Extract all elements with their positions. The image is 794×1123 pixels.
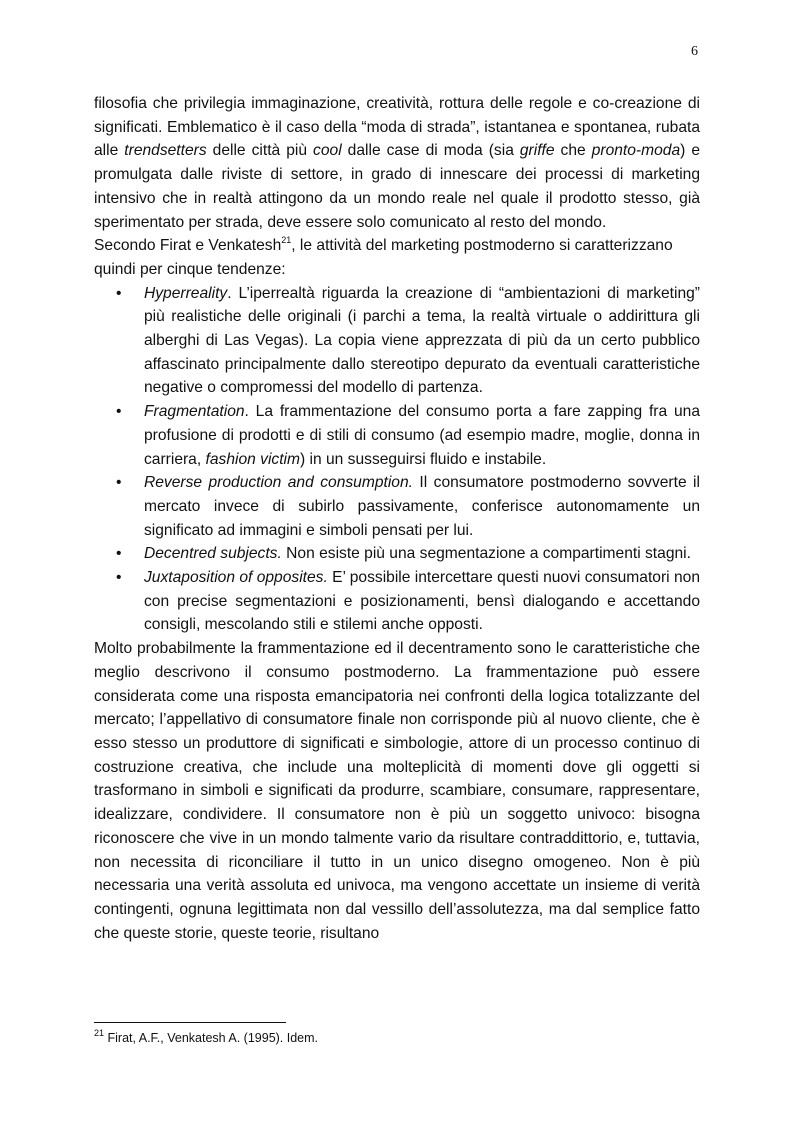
text-run: filosofia che privilegia immaginazione, creatività, rottura delle regole e co-creazione di significati. Emblematico è il caso della “moda di strada”, istantanea e spontanea, rubata alle: [94, 95, 700, 160]
list-item-hyperreality: [94, 282, 700, 401]
list-item-term: Juxtaposition of opposites.: [144, 569, 328, 587]
body-text: [94, 92, 700, 945]
text-run: , le attività del marketing postmoderno si caratterizzano quindi per cinque tendenze:: [94, 237, 673, 278]
text-run: che: [554, 142, 592, 160]
italic-term: trendsetters: [124, 142, 207, 160]
list-item-term: Hyperreality: [144, 284, 228, 302]
text-run: ) e promulgata dalle riviste di settore, in grado di innescare dei processi di marketing intensivo che in realtà attingono da un mondo reale nel quale il prodotto stesso, già sperimentato per strada, deve essere solo comunicato al resto del mondo.: [94, 142, 701, 231]
list-item-term: Fragmentation: [144, 403, 245, 421]
bullet-icon: •: [116, 545, 122, 563]
footnote-reference: 21: [281, 235, 292, 246]
footnote: [94, 1029, 318, 1047]
italic-term: griffe: [519, 142, 555, 160]
page-number: 6: [691, 44, 698, 59]
trends-list: [94, 282, 700, 638]
list-item-decentred-subjects: [94, 542, 700, 566]
italic-term: fashion victim: [205, 450, 300, 468]
list-item-text: Il consumatore postmoderno sovverte il mercato invece di subirlo passivamente, conferisce autonomamente un significato ad immagini e simboli pensati per lui.: [144, 474, 700, 539]
bullet-icon: •: [116, 474, 122, 492]
paragraph-frammentazione: Molto probabilmente la frammentazione ed il decentramento sono le caratteristiche che meglio descrivono il consumo postmoderno. La frammentazione può essere considerata come una risposta emancipatoria nei confronti della logica totalizzante del mercato; l’appellativo di consumatore finale non corrisponde più al nuovo cliente, che è esso stesso un produttore di significati e simbologie, attore di un processo continuo di costruzione creativa, che include una molteplicità di momenti dove gli oggetti si trasformano in simboli e significati da produrre, scambiare, consumare, rappresentare, idealizzare, condividere. Il consumatore non è più un soggetto univoco: bisogna riconoscere che vive in un mondo talmente vario da risultare contraddittorio, e, tuttavia, non necessita di riconciliare il tutto in un unico disegno omogeneo. Non è più necessaria una verità assoluta ed univoca, ma vengono accettate un insieme di verità contingenti, ognuna legittimata non dal vessillo dell’assolutezza, ma dal semplice fatto che queste storie, queste teorie, risultano: [94, 640, 700, 942]
list-item-term: Reverse production and consumption.: [144, 474, 413, 492]
list-item-fragmentation: [94, 400, 700, 471]
list-item-text: Non esiste più una segmentazione a compartimenti stagni.: [281, 545, 691, 563]
italic-term: cool: [313, 142, 342, 160]
list-item-text: E’ possibile intercettare questi nuovi consumatori non con precise segmentazioni e posizionamenti, bensì dialogando e accettando consigli, mescolando stili e stilemi anche opposti.: [144, 569, 700, 634]
list-item-text: ) in un susseguirsi fluido e instabile.: [300, 450, 547, 468]
footnote-number: 21: [94, 1027, 105, 1038]
paragraph-moda-di-strada: [94, 92, 700, 234]
bullet-icon: •: [116, 403, 122, 421]
bullet-icon: •: [116, 284, 122, 302]
list-item-text: . L’iperrealtà riguarda la creazione di “ambientazioni di marketing” più realistiche delle originali (i parchi a tema, la realtà virtuale o addirittura gli alberghi di Las Vegas). La copia viene apprezzata di più da un certo pubblico affascinato principalmente dallo stereotipo depurato da eventuali caratteristiche negative o compromessi del modello di partenza.: [144, 284, 700, 397]
text-run: delle città più: [206, 142, 314, 160]
footnote-text: Firat, A.F., Venkatesh A. (1995). Idem.: [104, 1031, 319, 1045]
footnote-divider: [94, 1022, 286, 1023]
bullet-icon: •: [116, 569, 122, 587]
text-run: dalle case di moda (sia: [341, 142, 520, 160]
paragraph-firat-venkatesh: [94, 234, 700, 281]
list-item-juxtaposition: [94, 566, 700, 637]
list-item-reverse-production: [94, 471, 700, 542]
text-run: Secondo Firat e Venkatesh: [94, 237, 282, 255]
list-item-term: Decentred subjects.: [144, 545, 282, 563]
list-item-text: . La frammentazione del consumo porta a fare zapping fra una profusione di prodotti e di stili di consumo (ad esempio madre, moglie, donna in carriera,: [144, 403, 700, 468]
italic-term: pronto-moda: [591, 142, 681, 160]
